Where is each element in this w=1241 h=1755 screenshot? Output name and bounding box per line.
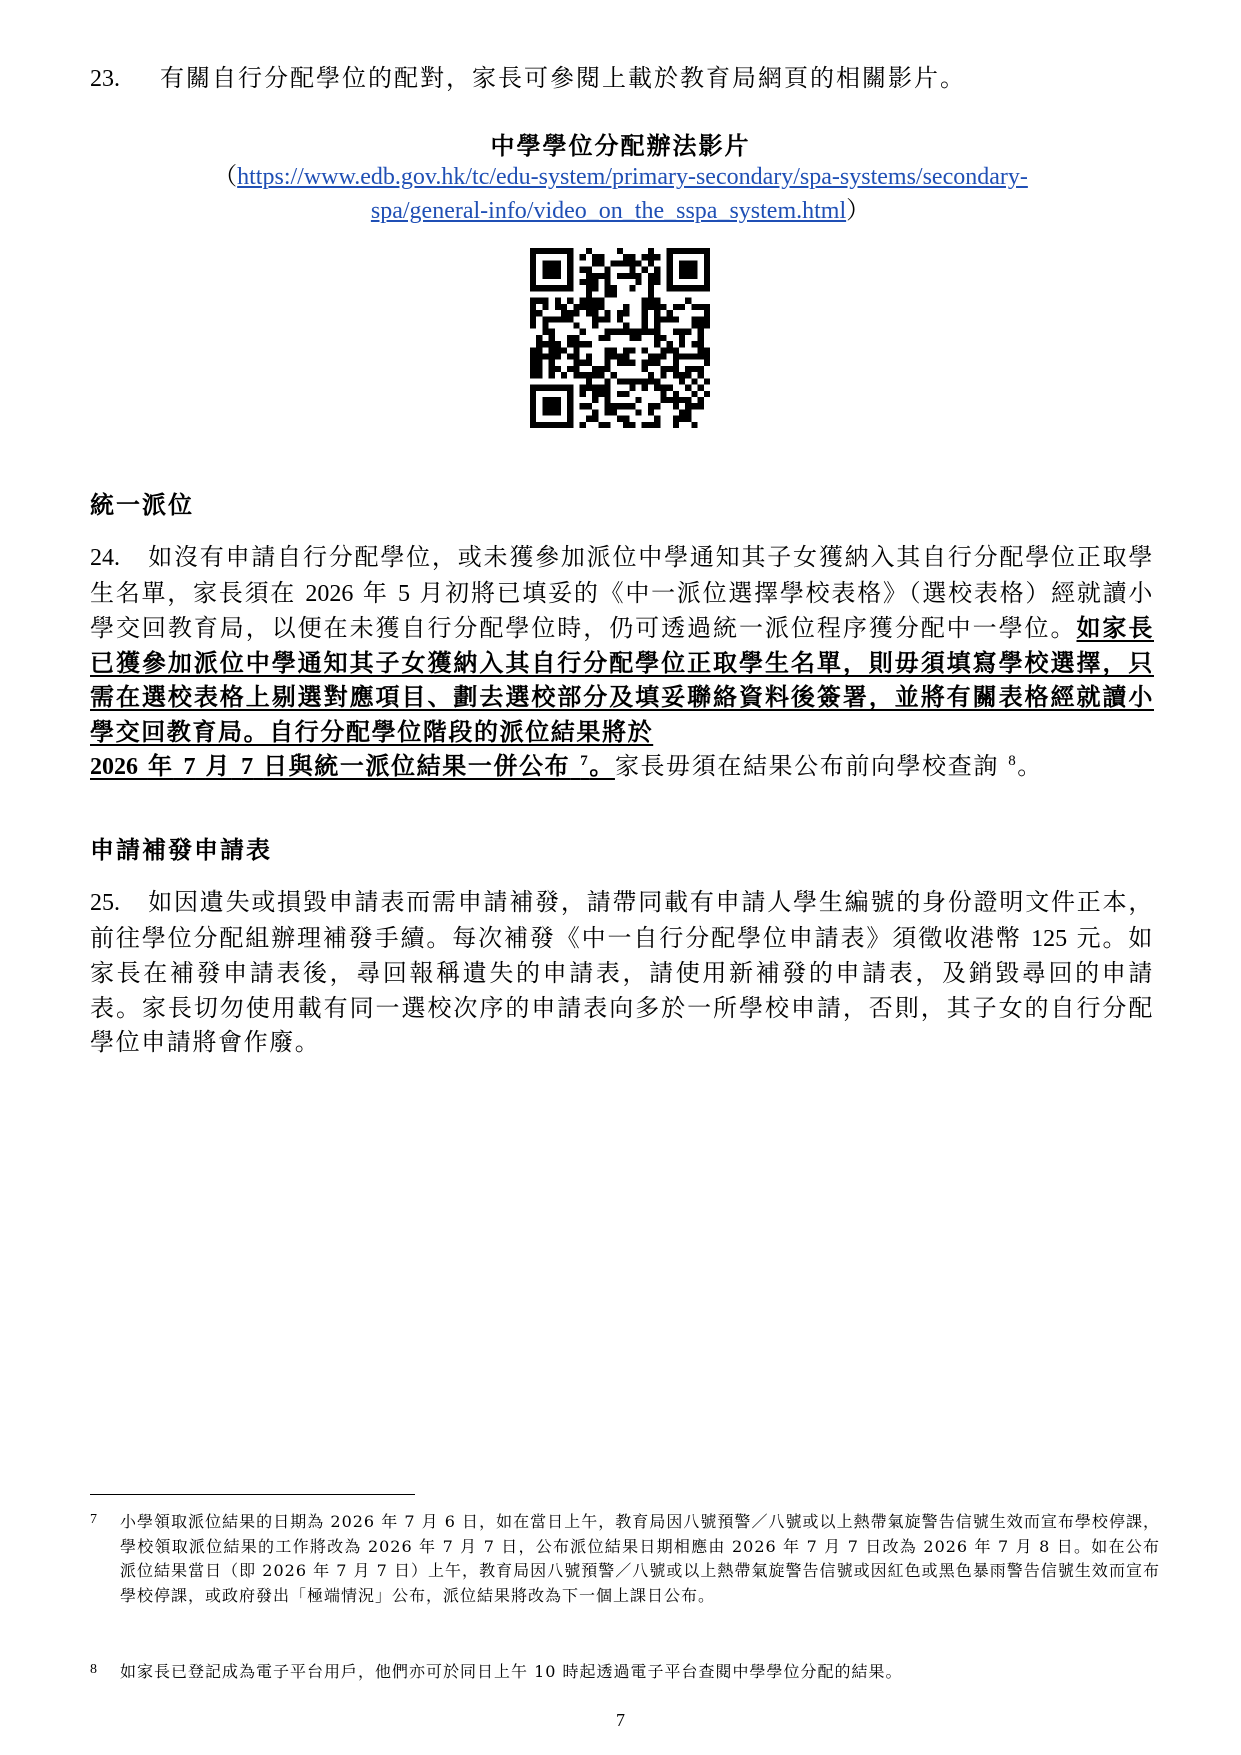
open-paren: （ [213,164,238,190]
section-heading-unified-allocation: 統一派位 [90,490,194,519]
qr-code-image[interactable] [530,248,710,428]
footnote-ref-8: 8 [1008,753,1018,769]
page-number: 7 [616,1710,625,1730]
paragraph-24: 24. 如沒有申請自行分配學位，或未獲參加派位中學通知其子女獲納入其自行分配學位正取學生名單，家長須在 2026 年 5 月初將已填妥的《中一派位選擇學校表格》（選校表格）經就讀小學交回教育局，以便在未獲自行分配學位時，仍可透過統一派位程序獲分配中一學位。如家長已獲參加派位中學通知其子女獲納入其自行分配學位正取學生名單，則毋須填寫學校選擇，只需在選校表格上剔選對應項目、劃去選校部分及填妥聯絡資料後簽署，並將有關表格經就讀小學交回教育局。自行分配學位階段的派位結果將於 2026 年 7 月 7 日與統一派位結果一併公布 $^7$。家長毋須在結果公布前向學校查詢 $^8$。 [90,543,1155,780]
footnote-ref-7: 7 [580,753,590,769]
footnote-mark: 7 [90,1512,98,1527]
video-title: 中學學位分配辦法影片 [490,131,751,160]
video-url-block [140,160,1101,228]
footnote-8 [90,1660,1160,1685]
paragraph-number: 25. [90,890,120,916]
paragraph-number: 24. [90,545,120,571]
video-link-line1[interactable]: https://www.edb.gov.hk/tc/edu-system/primary-secondary/spa-systems/secondary- [237,164,1028,190]
footnote-text: 小學領取派位結果的日期為 2026 年 7 月 6 日，如在當日上午，教育局因八號預警／八號或以上熱帶氣旋警告信號生效而宣布學校停課，學校領取派位結果的工作將改為 2026 年 7 月 7 日，公布派位結果日期相應由 2026 年 7 月 7 日改為 2026 年 7 月 8 日。如在公布派位結果當日（即 2026 年 7 月 7 日）上午，教育局因八號預警／八號或以上熱帶氣旋警告信號或因紅色或黑色暴雨警告信號生效而宣布學校停課，或政府發出「極端情況」公布，派位結果將改為下一個上課日公布。 [120,1512,1160,1605]
footnote-text: 如家長已登記成為電子平台用戶，他們亦可於同日上午 10 時起透過電子平台查閱中學學位分配的結果。 [120,1662,903,1681]
bold-underlined-notice: 如家長已獲參加派位中學通知其子女獲納入其自行分配學位正取學生名單，則毋須填寫學校選擇，只需在選校表格上剔選對應項目、劃去選校部分及填妥聯絡資料後簽署，並將有關表格經就讀小學交回教育局。自行分配學位階段的派位結果將於 2026 年 7 月 7 日與統一派位結果一併公布 $^7$。 [90,613,1154,780]
paragraph-23 [90,62,966,95]
footnote-mark: 8 [90,1662,98,1677]
footnote-divider [90,1494,415,1495]
footnote-7 [90,1510,1160,1608]
paragraph-text: 有關自行分配學位的配對，家長可參閱上載於教育局網頁的相關影片。 [160,64,966,92]
paragraph-number: 23. [90,66,120,92]
close-paren: ） [846,198,871,224]
section-heading-replacement-form: 申請補發申請表 [90,835,272,864]
paragraph-25: 25. 如因遺失或損毀申請表而需申請補發，請帶同載有申請人學生編號的身份證明文件正本，前往學位分配組辦理補發手續。每次補發《中一自行分配學位申請表》須徵收港幣 125 元。如家長在補發申請表後，尋回報稱遺失的申請表，請使用新補發的申請表，及銷毀尋回的申請表。家長切勿使用載有同一選校次序的申請表向多於一所學校申請，否則，其子女的自行分配學位申請將會作廢。 [90,888,1154,1056]
video-link-line2[interactable]: spa/general-info/video_on_the_sspa_system.html [370,198,847,224]
